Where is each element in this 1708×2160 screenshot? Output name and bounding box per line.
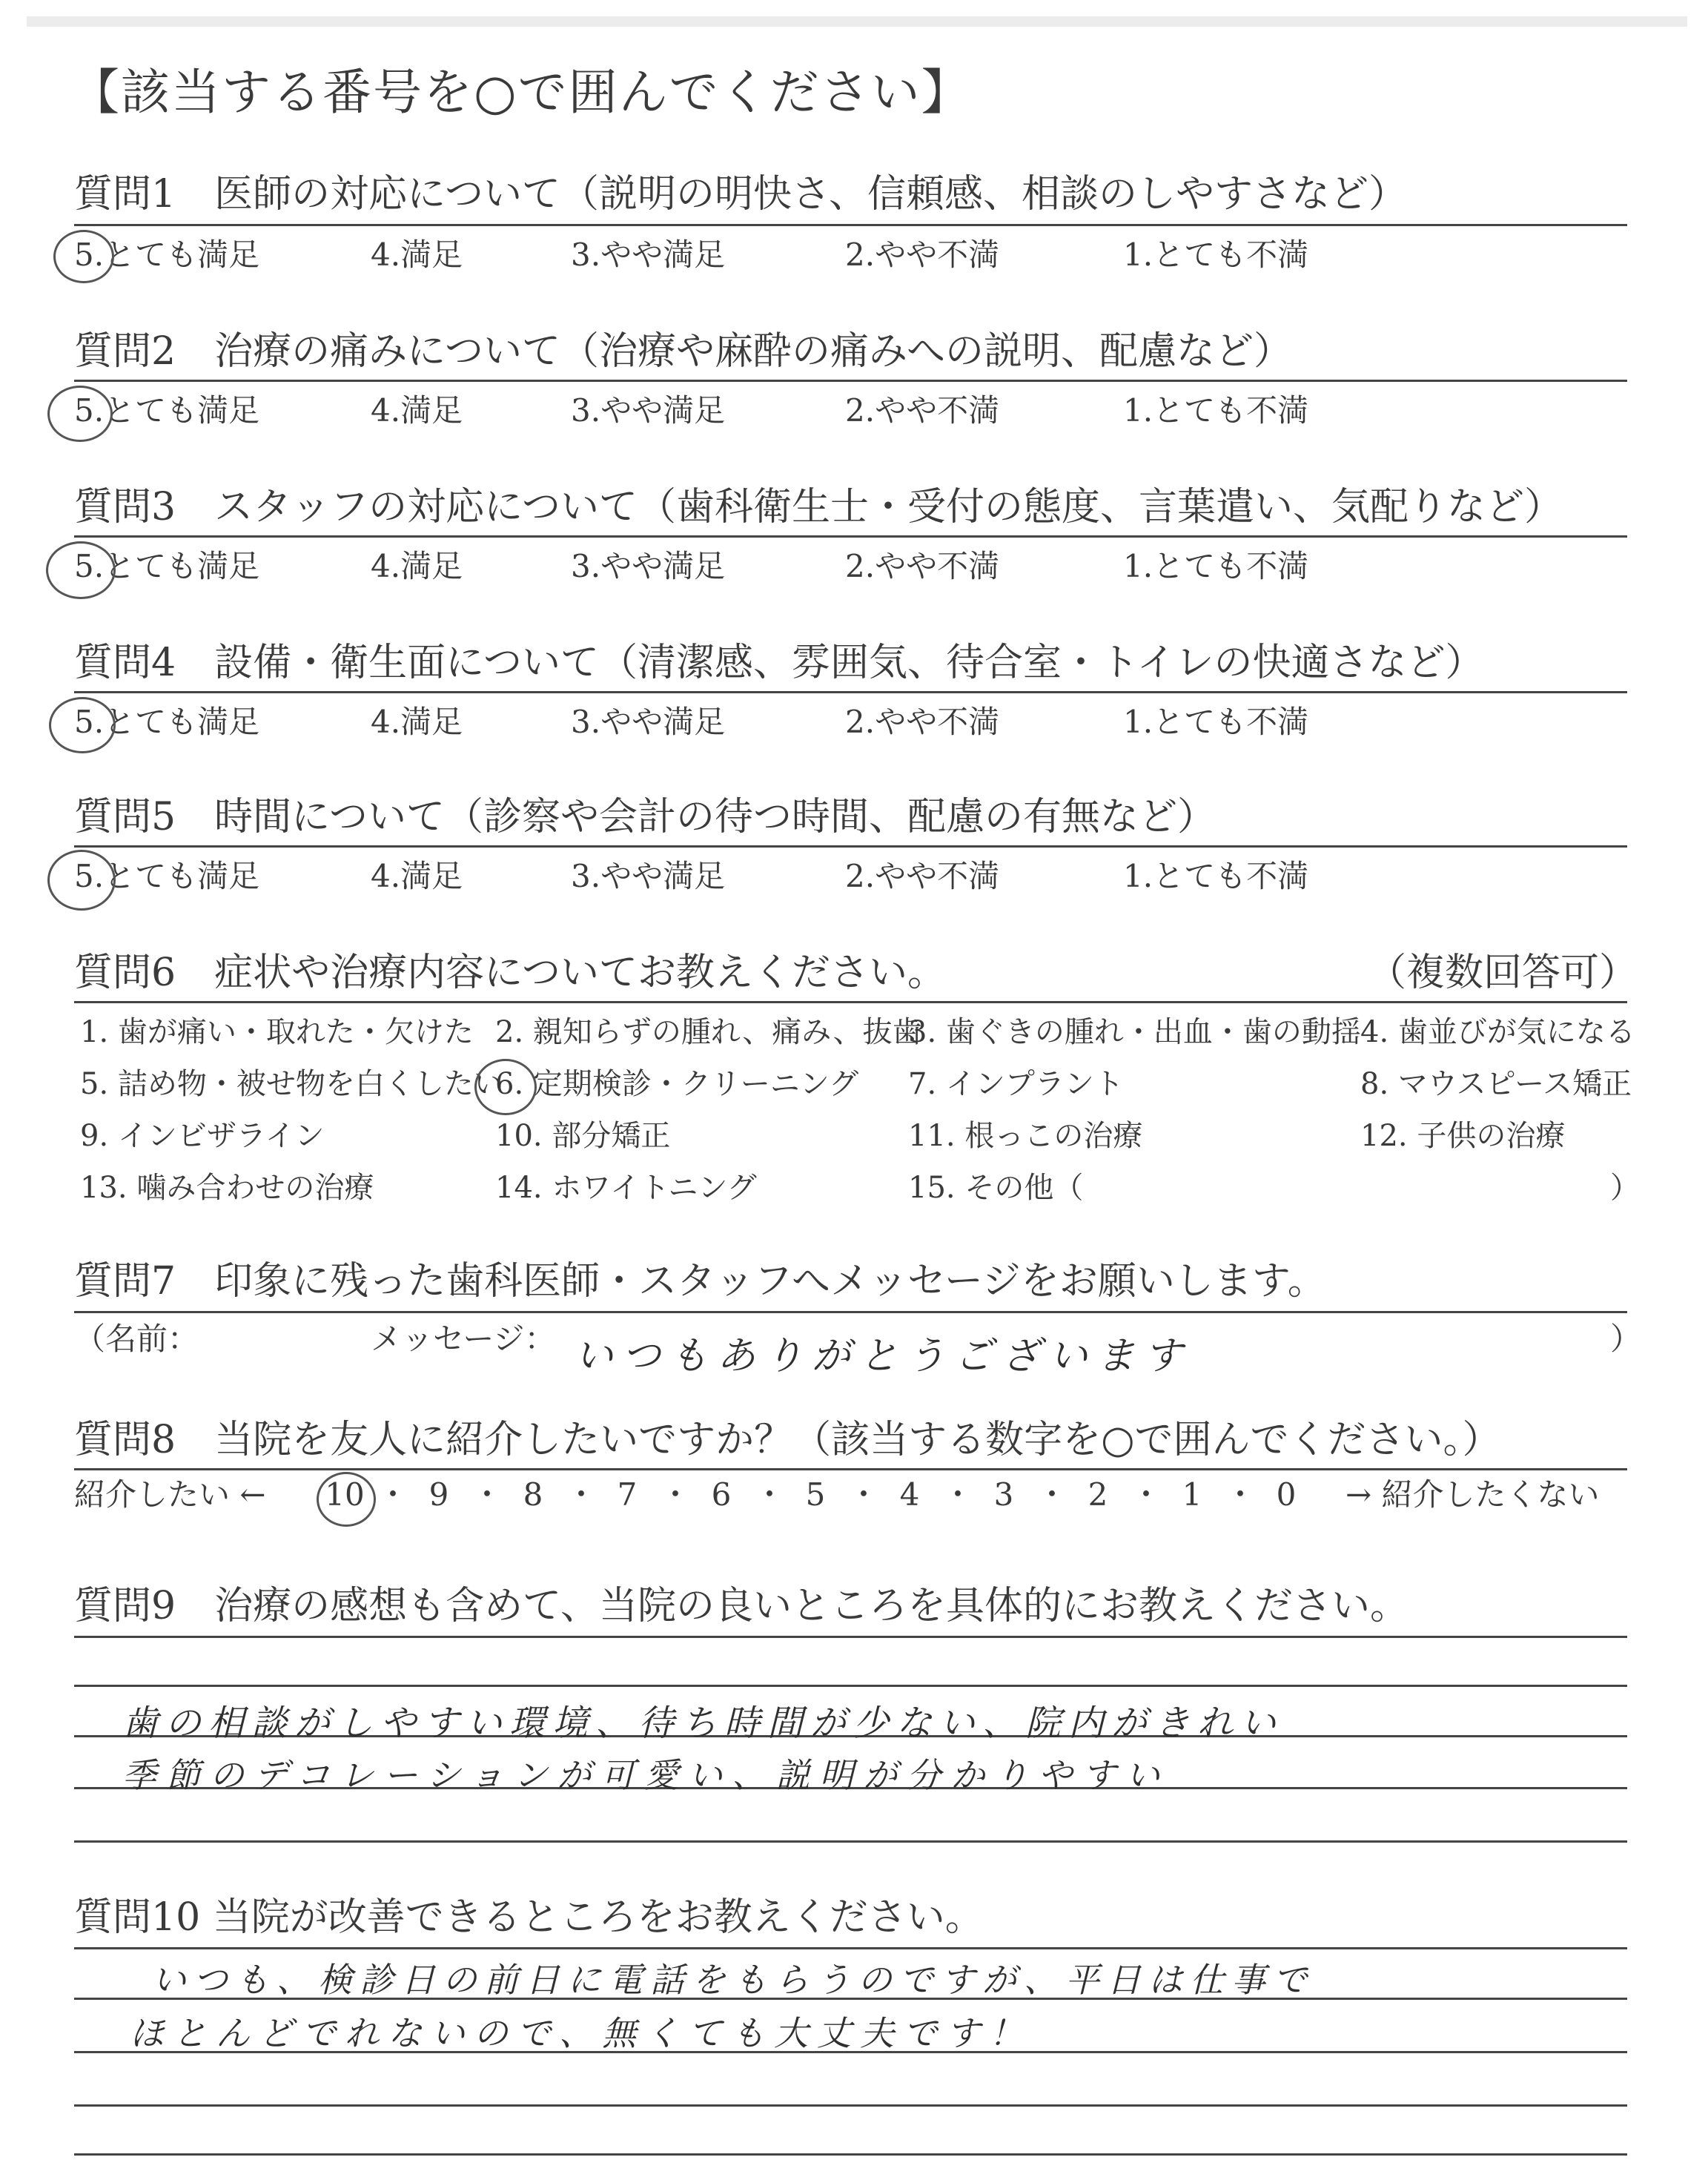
scan-top-edge bbox=[27, 16, 1687, 27]
q4-option-2[interactable]: 2.やや不満 bbox=[845, 704, 1000, 740]
q8-scale-option[interactable]: 9 bbox=[428, 1476, 449, 1513]
q1-option-4[interactable]: 4.満足 bbox=[371, 237, 463, 273]
question-10-title: 質問10 当院が改善できるところをお教えください。 bbox=[74, 1895, 984, 1940]
q2-option-5[interactable]: 5.とても満足 bbox=[74, 392, 260, 429]
q8-scale-option[interactable]: 1 bbox=[1182, 1476, 1202, 1513]
q8-scale-option[interactable]: 8 bbox=[523, 1476, 543, 1513]
q8-scale-separator: ・ bbox=[1225, 1476, 1257, 1513]
question-3-title: 質問3 スタッフの対応について（歯科衛生士・受付の態度、言葉遣い、気配りなど） bbox=[74, 485, 1563, 529]
q8-scale-separator: ・ bbox=[660, 1476, 692, 1513]
q9-answer-line-1: 歯の相談がしやすい環境、待ち時間が少ない、院内がきれい bbox=[122, 1702, 1284, 1744]
q8-scale-separator: ・ bbox=[471, 1476, 503, 1513]
question-9-title: 質問9 治療の感想も含めて、当院の良いところを具体的にお教えください。 bbox=[74, 1584, 1409, 1628]
q5-option-5[interactable]: 5.とても満足 bbox=[74, 858, 260, 894]
q7-message-label: メッセージ： bbox=[371, 1321, 556, 1357]
question-8-rule bbox=[74, 1468, 1627, 1470]
question-2-title: 質問2 治療の痛みについて（治療や麻酔の痛みへの説明、配慮など） bbox=[74, 329, 1293, 374]
q8-scale-separator: ・ bbox=[942, 1476, 974, 1513]
q5-option-4[interactable]: 4.満足 bbox=[371, 858, 463, 894]
q8-scale-separator: ・ bbox=[754, 1476, 786, 1513]
q6-option-8[interactable]: 8. マウスピース矯正 bbox=[1360, 1067, 1632, 1101]
question-8-title: 質問8 当院を友人に紹介したいですか？（該当する数字を○で囲んでください。） bbox=[74, 1418, 1501, 1462]
q3-option-3[interactable]: 3.やや満足 bbox=[571, 548, 726, 584]
q8-scale-option[interactable]: 7 bbox=[617, 1476, 638, 1513]
q6-option-11[interactable]: 11. 根っこの治療 bbox=[908, 1119, 1143, 1153]
q6-option-15[interactable]: 15. その他（ bbox=[908, 1171, 1084, 1205]
q4-option-5[interactable]: 5.とても満足 bbox=[74, 704, 260, 740]
q7-name-label: （名前： bbox=[74, 1321, 199, 1357]
q5-option-1[interactable]: 1.とても不満 bbox=[1123, 858, 1309, 894]
question-7-title: 質問7 印象に残った歯科医師・スタッフへメッセージをお願いします。 bbox=[74, 1259, 1326, 1304]
question-3-rule bbox=[74, 535, 1627, 538]
q6-option-12[interactable]: 12. 子供の治療 bbox=[1360, 1119, 1566, 1153]
q8-scale-option[interactable]: 10 bbox=[325, 1476, 365, 1513]
q10-line-5 bbox=[74, 2153, 1627, 2156]
question-6-title: 質問6 症状や治療内容についてお教えください。 bbox=[74, 951, 947, 995]
q6-option-1[interactable]: 1. 歯が痛い・取れた・欠けた bbox=[80, 1015, 474, 1049]
q6-option-13[interactable]: 13. 噛み合わせの治療 bbox=[80, 1171, 374, 1205]
q2-option-3[interactable]: 3.やや満足 bbox=[571, 392, 726, 429]
q4-option-4[interactable]: 4.満足 bbox=[371, 704, 463, 740]
q6-option-7[interactable]: 7. インプラント bbox=[908, 1067, 1124, 1101]
q8-right-label: → 紹介したくない bbox=[1345, 1476, 1600, 1513]
q4-option-1[interactable]: 1.とても不満 bbox=[1123, 704, 1309, 740]
q1-option-5[interactable]: 5.とても満足 bbox=[74, 237, 260, 273]
q4-option-3[interactable]: 3.やや満足 bbox=[571, 704, 726, 740]
q8-scale-separator: ・ bbox=[377, 1476, 409, 1513]
question-2-rule bbox=[74, 380, 1627, 382]
q9-answer-line-2: 季節のデコレーションが可愛い、説明が分かりやすい bbox=[122, 1755, 1170, 1795]
q2-option-2[interactable]: 2.やや不満 bbox=[845, 392, 1000, 429]
q8-scale-option[interactable]: 5 bbox=[805, 1476, 826, 1513]
q3-option-4[interactable]: 4.満足 bbox=[371, 548, 463, 584]
q3-option-2[interactable]: 2.やや不満 bbox=[845, 548, 1000, 584]
q2-option-1[interactable]: 1.とても不満 bbox=[1123, 392, 1309, 429]
q8-scale-option[interactable]: 6 bbox=[711, 1476, 732, 1513]
q8-selection-circle bbox=[317, 1472, 376, 1527]
question-6-note: （複数回答可） bbox=[1368, 951, 1638, 995]
q6-option-3[interactable]: 3. 歯ぐきの腫れ・出血・歯の動揺 bbox=[908, 1015, 1361, 1049]
q8-left-label: 紹介したい ← bbox=[74, 1476, 266, 1513]
q6-option-9[interactable]: 9. インビザライン bbox=[80, 1119, 325, 1153]
q6-selection-circle bbox=[474, 1059, 537, 1115]
q8-scale-separator: ・ bbox=[566, 1476, 598, 1513]
q6-option-6[interactable]: 6. 定期検診・クリーニング bbox=[495, 1067, 859, 1101]
q10-line-1 bbox=[74, 1947, 1627, 1949]
q8-scale-option[interactable]: 3 bbox=[993, 1476, 1014, 1513]
q6-option-5[interactable]: 5. 詰め物・被せ物を白くしたい bbox=[80, 1067, 503, 1101]
question-1-rule bbox=[74, 224, 1627, 226]
q6-option-10[interactable]: 10. 部分矯正 bbox=[495, 1119, 671, 1153]
q8-scale-option[interactable]: 4 bbox=[899, 1476, 920, 1513]
question-5-rule bbox=[74, 845, 1627, 848]
q9-line-2 bbox=[74, 1685, 1627, 1687]
q10-line-4 bbox=[74, 2104, 1627, 2107]
q4-selection-circle bbox=[49, 697, 116, 753]
q6-option-14[interactable]: 14. ホワイトニング bbox=[495, 1171, 757, 1205]
q10-answer-line-1: いつも、検診日の前日に電話をもらうのですが、平日は仕事で bbox=[152, 1960, 1314, 2000]
q2-option-4[interactable]: 4.満足 bbox=[371, 392, 463, 429]
q6-option-4[interactable]: 4. 歯並びが気になる bbox=[1360, 1015, 1635, 1049]
q1-option-1[interactable]: 1.とても不満 bbox=[1123, 237, 1309, 273]
q9-line-1 bbox=[74, 1636, 1627, 1638]
question-4-rule bbox=[74, 691, 1627, 693]
question-1-title: 質問1 医師の対応について（説明の明快さ、信頼感、相談のしやすさなど） bbox=[74, 172, 1407, 217]
q5-selection-circle bbox=[47, 850, 116, 911]
question-6-rule bbox=[74, 1001, 1627, 1003]
question-4-title: 質問4 設備・衛生面について（清潔感、雰囲気、待合室・トイレの快適さなど） bbox=[74, 641, 1484, 685]
q8-scale-separator: ・ bbox=[1036, 1476, 1068, 1513]
q2-selection-circle bbox=[47, 386, 113, 442]
q7-message-handwritten: いつもありがとうございます bbox=[575, 1334, 1192, 1378]
q1-selection-circle bbox=[53, 230, 114, 283]
q1-option-3[interactable]: 3.やや満足 bbox=[571, 237, 726, 273]
q10-answer-line-2: ほとんどでれないので、無くても大丈夫です！ bbox=[130, 2013, 1033, 2053]
q5-option-2[interactable]: 2.やや不満 bbox=[845, 858, 1000, 894]
q7-close: ） bbox=[1610, 1321, 1642, 1357]
q5-option-3[interactable]: 3.やや満足 bbox=[571, 858, 726, 894]
form-header: 【該当する番号を○で囲んでください】 bbox=[70, 64, 972, 121]
question-5-title: 質問5 時間について（診察や会計の待つ時間、配慮の有無など） bbox=[74, 795, 1217, 839]
q3-option-1[interactable]: 1.とても不満 bbox=[1123, 548, 1309, 584]
q1-option-2[interactable]: 2.やや不満 bbox=[845, 237, 1000, 273]
q6-option-2[interactable]: 2. 親知らずの腫れ、痛み、抜歯 bbox=[495, 1015, 922, 1049]
question-7-rule bbox=[74, 1311, 1627, 1313]
q3-selection-circle bbox=[46, 541, 116, 599]
q8-scale-separator: ・ bbox=[1131, 1476, 1162, 1513]
q6-other-close: ） bbox=[1610, 1171, 1640, 1205]
q9-line-5 bbox=[74, 1840, 1627, 1843]
q8-scale-option[interactable]: 0 bbox=[1276, 1476, 1297, 1513]
q8-scale-separator: ・ bbox=[848, 1476, 880, 1513]
q8-scale-option[interactable]: 2 bbox=[1088, 1476, 1108, 1513]
q3-option-5[interactable]: 5.とても満足 bbox=[74, 548, 260, 584]
